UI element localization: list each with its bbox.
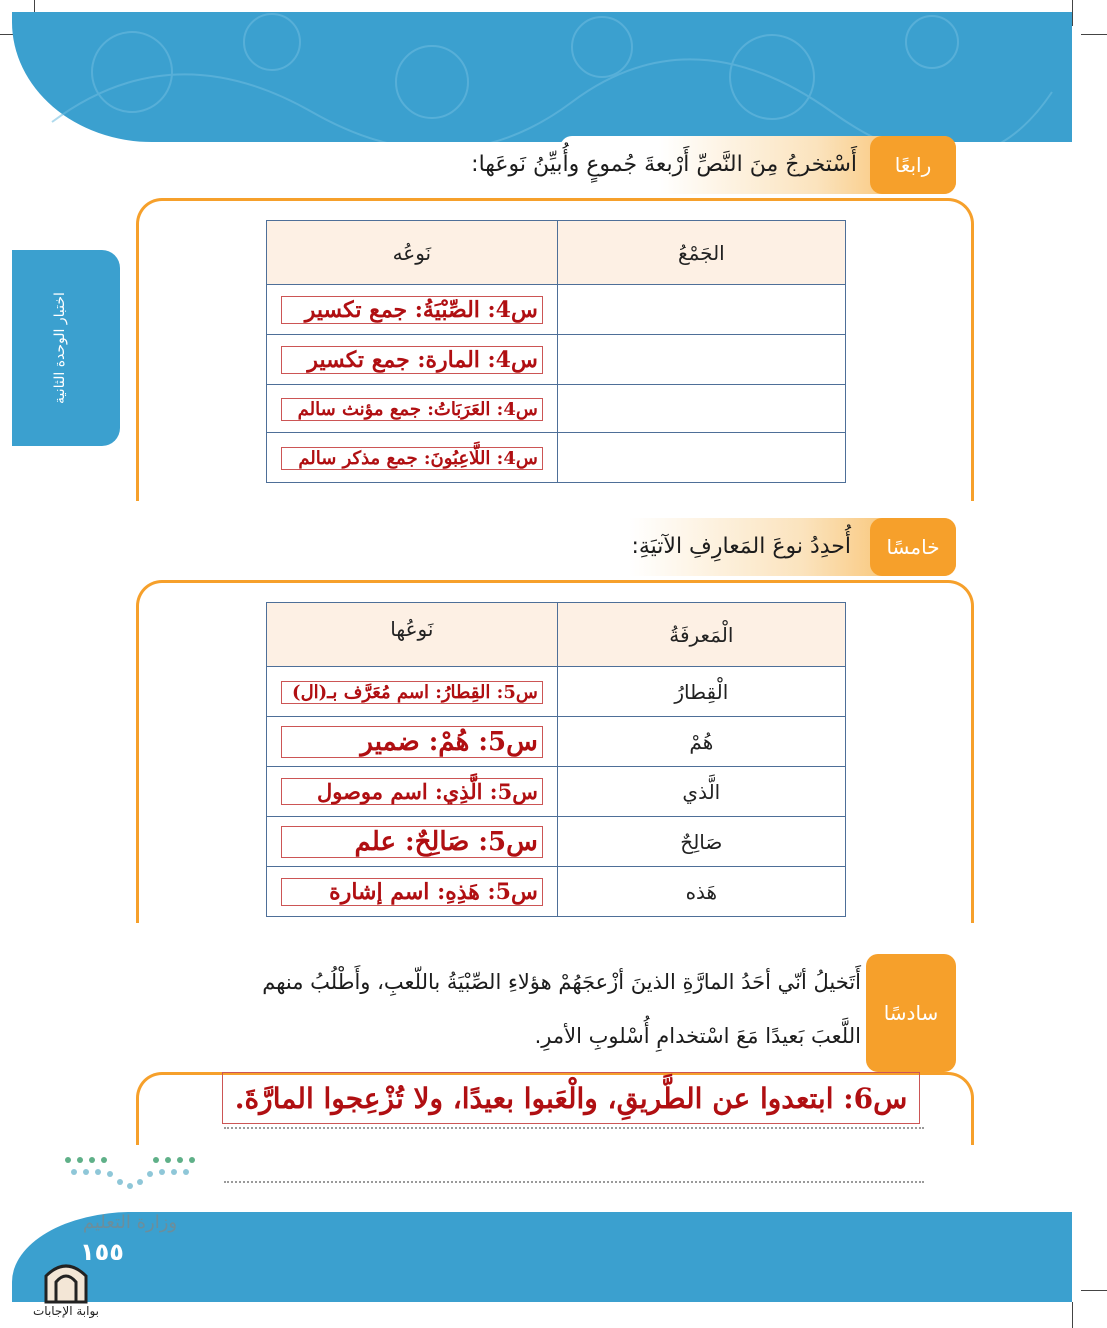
ministry-logo: وزارة التعليم bbox=[82, 1212, 178, 1233]
answer-line bbox=[224, 1180, 924, 1183]
plural-cell bbox=[557, 285, 845, 335]
header-kind: نَوعُها bbox=[267, 603, 558, 667]
crop-mark bbox=[1081, 1290, 1107, 1291]
kind-cell bbox=[267, 817, 558, 867]
gate-icon bbox=[40, 1256, 92, 1304]
section6-tag: سادسًا bbox=[883, 1001, 939, 1025]
term-cell: الْقِطارُ bbox=[557, 667, 845, 717]
section6-heading bbox=[866, 954, 956, 1072]
gate-logo bbox=[40, 1256, 92, 1304]
gate-label: بوابة الإجابات bbox=[32, 1304, 99, 1318]
plural-cell bbox=[557, 385, 845, 433]
type-cell bbox=[267, 285, 558, 335]
kind-cell bbox=[267, 767, 558, 817]
header-definite: الْمَعرفَةُ bbox=[557, 603, 845, 667]
term-cell: صَالِحٌ bbox=[557, 817, 845, 867]
section4-tag: رابعًا bbox=[870, 136, 956, 194]
crop-mark bbox=[1072, 0, 1073, 26]
term-cell: هَذه bbox=[557, 867, 845, 917]
crop-mark bbox=[1081, 34, 1107, 35]
page-number: ١٥٥ bbox=[80, 1238, 124, 1266]
kind-cell bbox=[267, 717, 558, 767]
unit-side-tab bbox=[12, 250, 120, 446]
header-type: نَوعُه bbox=[267, 221, 558, 285]
section6-question-line2: اللَّعبَ بَعيدًا مَعَ اسْتخدامِ أُسْلوبِ الأمرِ. bbox=[534, 1024, 861, 1048]
header-band bbox=[12, 12, 1072, 142]
type-cell bbox=[267, 433, 558, 483]
header-pattern bbox=[12, 12, 1072, 142]
answer-text: س5: القِطارُ: اسم مُعَرَّف بـ(ال) bbox=[281, 681, 543, 704]
answer-text: س5: هُمْ: ضمير bbox=[281, 726, 543, 758]
section6-question-line1: أَتَخيلُ أنّي أحَدُ المارَّةِ الذينَ أزْعجَهُمْ هؤلاءِ الصِّبْيَةُ باللّعبِ، وأَطْلُبُ منهم bbox=[262, 970, 861, 994]
kind-cell bbox=[267, 667, 558, 717]
header-plural: الجَمْعُ bbox=[557, 221, 845, 285]
term-cell: الَّذي bbox=[557, 767, 845, 817]
crop-mark bbox=[1072, 1302, 1073, 1328]
answer-text: س4: اللَّاعِبُونَ: جمع مذكر سالم bbox=[281, 447, 543, 470]
section5-table bbox=[266, 602, 846, 917]
term-cell: هُمْ bbox=[557, 717, 845, 767]
answer-text: س4: الصِّبْيَةُ: جمع تكسير bbox=[281, 296, 543, 324]
side-tab-label: اختبار الوحدة الثانية bbox=[52, 292, 68, 404]
kind-cell bbox=[267, 867, 558, 917]
ministry-logo-icon bbox=[60, 1152, 200, 1196]
type-cell bbox=[267, 335, 558, 385]
answer-text: س5: صَالِحٌ: علم bbox=[281, 826, 543, 858]
ministry-logo-dots bbox=[60, 1152, 200, 1196]
answer-text: س5: هَذِهِ: اسم إشارة bbox=[281, 878, 543, 906]
answer-text: س4: ﺍﻟﻤﺎﺭﺓ: جمع تكسير bbox=[281, 346, 543, 374]
section6-answer: س6: ابتعدوا عن الطَّريقِ، والْعَبوا بعيدًا، ولا تُزْعِجوا المارَّةَ. bbox=[222, 1072, 920, 1124]
type-cell bbox=[267, 385, 558, 433]
section4-table bbox=[266, 220, 846, 483]
section4-question: أَسْتخرجُ مِنَ النَّصِّ أَرْبعةَ جُموعٍ وأُبيِّنُ نَوعَها: bbox=[471, 152, 857, 177]
section5-question: أُحدِدُ نوعَ المَعارِفِ الآتيَةِ: bbox=[631, 534, 851, 559]
plural-cell bbox=[557, 335, 845, 385]
answer-text: س4: العَرَبَاتُ: جمع مؤنث سالم bbox=[281, 398, 543, 421]
section5-tag: خامسًا bbox=[870, 518, 956, 576]
answer-line bbox=[224, 1126, 924, 1129]
answer-text: س5: الَّذِي: اسم موصول bbox=[281, 778, 543, 805]
plural-cell bbox=[557, 433, 845, 483]
